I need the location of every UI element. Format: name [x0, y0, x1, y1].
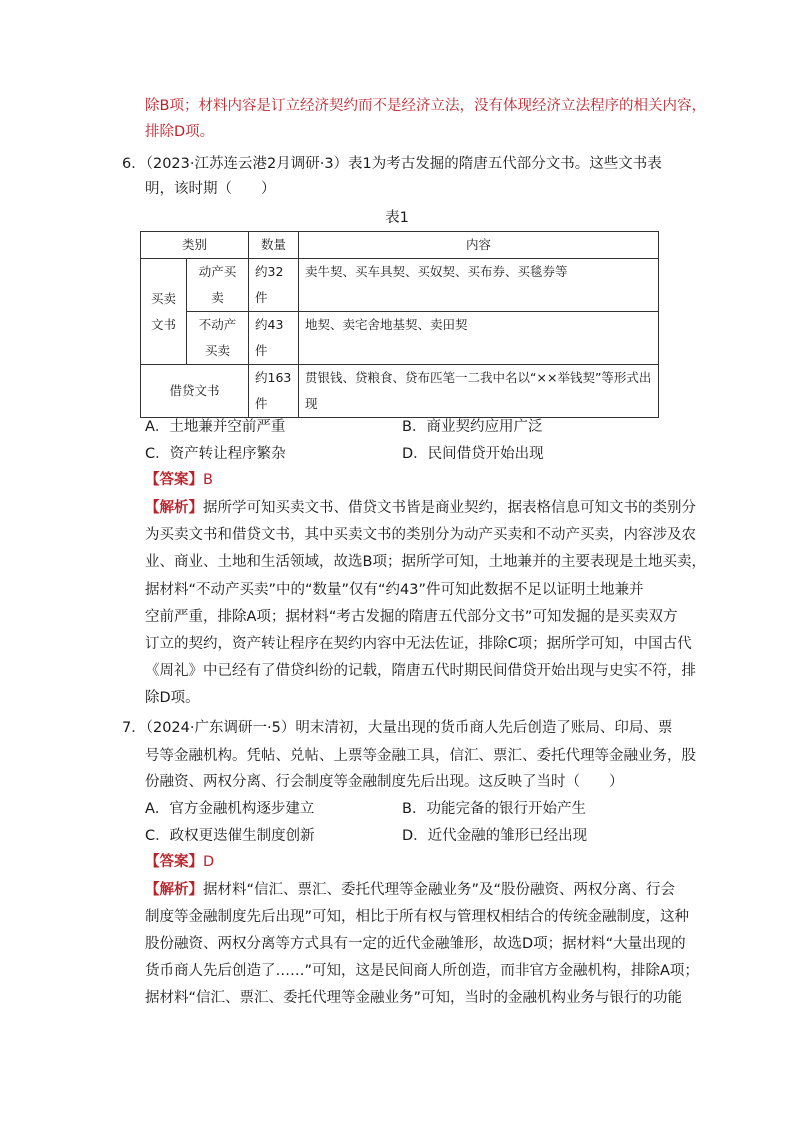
- q7-stem-line-3: 份融资、两权分离、行会制度等金融制度先后出现。这反映了当时（ ）: [145, 774, 624, 790]
- content-loan: 贯银钱、贷粮食、贷布匹笔一二我中名以“××举钱契”等形式出现: [299, 365, 659, 418]
- sub-immovable-sale: 不动产买卖: [187, 312, 249, 365]
- group-loan-documents: 借贷文书: [141, 365, 249, 418]
- qty-immovable: 约43件: [249, 312, 299, 365]
- q7-analysis-line-3: 股份融资、两权分离等方式具有一定的近代金融雏形，故选D项；据材料“大量出现的: [145, 936, 686, 952]
- q6-stem-line-1: 6．（2023·江苏连云港2月调研·3）表1为考古发掘的隋唐五代部分文书。这些文书表: [122, 156, 662, 172]
- analysis-label: 【解析】: [145, 500, 203, 516]
- q6-analysis-line-7: 《周礼》中已经有了借贷纠纷的记载，隋唐五代时期民间借贷开始出现与史实不符，排: [145, 663, 696, 679]
- q6-analysis-line-4: 据材料“不动产买卖”中的“数量”仅有“约43”件可知此数据不足以证明土地兼并: [145, 582, 644, 598]
- q7-option-b[interactable]: B．功能完备的银行开始产生: [402, 801, 586, 817]
- analysis-label: 【解析】: [145, 882, 203, 898]
- header-category: 类别: [141, 232, 249, 259]
- q6-analysis-line-5: 空前严重，排除A项；据材料“考古发掘的隋唐五代部分文书”可知发掘的是买卖双方: [145, 609, 678, 625]
- analysis-continuation-line-2: 排除D项。: [145, 124, 215, 140]
- qty-loan: 约163件: [249, 365, 299, 418]
- q7-stem-line-2: 号等金融机构。凭帖、兑帖、上票等金融工具，信汇、票汇、委托代理等金融业务，股: [145, 748, 696, 764]
- answer-value: D: [203, 854, 215, 870]
- q6-analysis-line-6: 订立的契约，资产转让程序在契约内容中无法佐证，排除C项；据所学可知，中国古代: [145, 636, 692, 652]
- header-quantity: 数量: [249, 232, 299, 259]
- q7-option-a[interactable]: A．官方金融机构逐步建立: [145, 801, 315, 817]
- content-immovable: 地契、卖宅舍地基契、卖田契: [299, 312, 659, 365]
- table-row: [141, 259, 659, 312]
- q6-option-a[interactable]: A．土地兼并空前严重: [145, 419, 286, 435]
- table-caption: 表1: [385, 210, 409, 226]
- qty-movable: 约32件: [249, 259, 299, 312]
- q6-analysis-line-2: 为买卖文书和借贷文书，其中买卖文书的类别分为动产买卖和不动产买卖，内容涉及农: [145, 527, 696, 543]
- q7-option-d[interactable]: D．近代金融的雏形已经出现: [402, 828, 588, 844]
- q6-option-c[interactable]: C．资产转让程序繁杂: [145, 446, 286, 462]
- documents-table: [140, 231, 659, 418]
- analysis-continuation-line-1: 除B项；材料内容是订立经济契约而不是经济立法，没有体现经济立法程序的相关内容，: [145, 98, 706, 114]
- answer-label: 【答案】: [145, 472, 203, 488]
- sub-movable-sale: 动产买卖: [187, 259, 249, 312]
- q7-analysis-line-1: 【解析】据材料“信汇、票汇、委托代理等金融业务”及“股份融资、两权分离、行会: [145, 882, 676, 898]
- q7-analysis-line-2: 制度等金融制度先后出现”可知，相比于所有权与管理权相结合的传统金融制度，这种: [145, 909, 690, 925]
- q7-answer: [145, 852, 214, 872]
- table-row: [141, 365, 659, 418]
- table-row: [141, 312, 659, 365]
- q6-option-b[interactable]: B．商业契约应用广泛: [402, 419, 543, 435]
- group-sale-documents: 买卖文书: [141, 259, 187, 365]
- q6-option-d[interactable]: D．民间借贷开始出现: [402, 446, 544, 462]
- content-movable: 卖牛契、买车具契、买奴契、买布券、买毯券等: [299, 259, 659, 312]
- q7-option-c[interactable]: C．政权更迭催生制度创新: [145, 828, 315, 844]
- q6-stem-line-2: 明，该时期（ ）: [145, 181, 276, 197]
- q6-answer: [145, 470, 213, 490]
- q7-analysis-line-4: 货币商人先后创造了……”可知，这是民间商人所创造，而非官方金融机构，排除A项；: [145, 963, 699, 979]
- q6-analysis-line-1: 【解析】据所学可知买卖文书、借贷文书皆是商业契约，据表格信息可知文书的类别分: [145, 500, 696, 516]
- q6-analysis-line-3: 业、商业、土地和生活领域，故选B项；据所学可知，土地兼并的主要表现是土地买卖，: [145, 554, 706, 570]
- header-content: 内容: [299, 232, 659, 259]
- q6-analysis-line-8: 除D项。: [145, 690, 200, 706]
- q7-analysis-line-5: 据材料“信汇、票汇、委托代理等金融业务”可知，当时的金融机构业务与银行的功能: [145, 990, 683, 1006]
- answer-value: B: [203, 472, 213, 488]
- answer-label: 【答案】: [145, 854, 203, 870]
- table-header-row: [141, 232, 659, 259]
- q7-stem-line-1: 7．（2024·广东调研一·5）明末清初，大量出现的货币商人先后创造了账局、印局、票: [122, 720, 673, 736]
